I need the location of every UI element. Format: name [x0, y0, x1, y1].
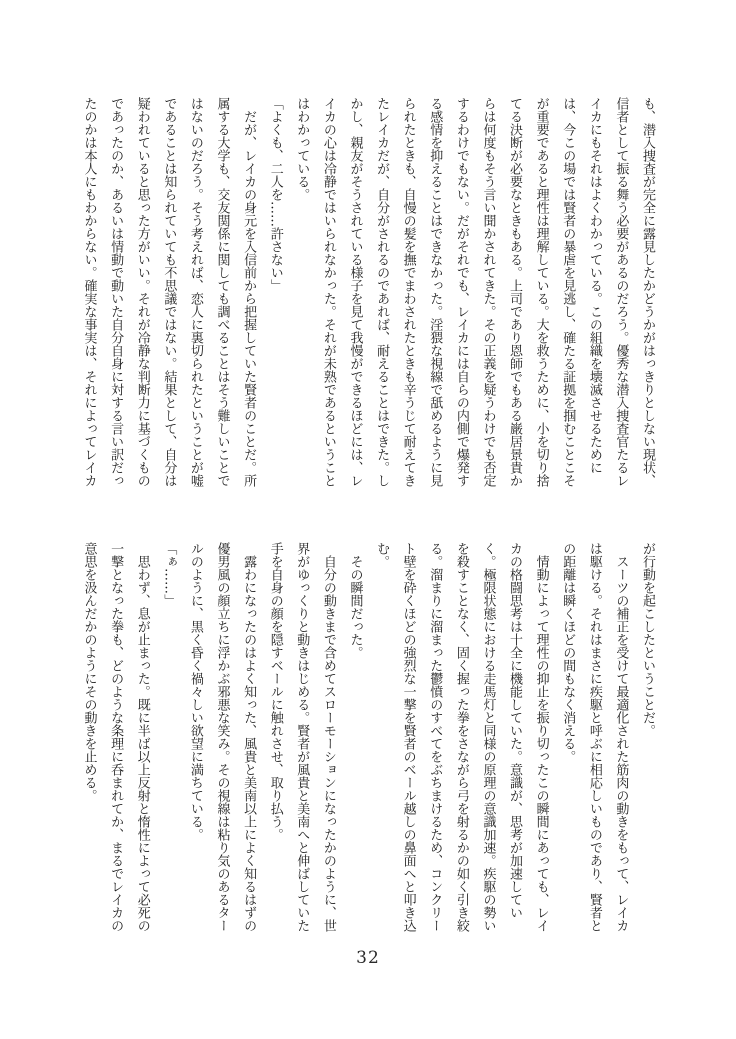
paragraph: その瞬間だった。 [347, 555, 363, 659]
paragraph: スーツの補正を受けて最適化された筋肉の動きをもって、レイカは駆ける。それはまさに疾駆と呼ぶに相応しいものであり、賢者との距離は瞬くほどの間もなく消える。 [560, 542, 629, 932]
paragraph: 自分の動きまで含めてスローモーションになったかのように、世界がゆっくりと動きはじめる。賢者が風貴と美南へと伸ばしていた手を自身の顔を隠すベールに触れさせ、取り払う。 [267, 542, 336, 932]
paragraph: も、潜入捜査が完全に露見したかどうかがはっきりとしない現状、信者として振る舞う必要があるのだろう。優秀な潜入捜査官たるレイカにもそれはよくわかっている。この組織を壊滅させるためには、今この場では賢者の暴虐を見逃し、確たる証拠を掴むことこそが重要であると理性は理解している。大を救うために、小を切り捨てる決断が必要なときもある。上司であり恩師でもある巌居景貴からは何度もそう言い聞かされてきた。その正義を疑うわけでも否定するわけでもない。だがそれでも、レイカには自らの内側で爆発する感情を抑えることはできなかった。淫猥な視線で舐めるように見られたときも、自慢の髪を撫でまわされたときも辛うじて耐えてきたレイカだが、自分がされるのであれば、耐えることはできた。しかし、親友がそうされている様子を見て我慢ができるほどには、レイカの心は冷静ではいられなかった。それが未熟であるということはわかっている。 [294, 97, 655, 487]
paragraph: 「ぁ……」 [161, 542, 177, 607]
paragraph: だが、レイカの身元を入信前から把握していた賢者のことだ。所属する大学も、交友関係に関しても調べることはそう難しいことではないのだろう。そう考えれば、恋人に裏切られたということが嘘であることは知られていても不思議ではない。結果として、自分は疑われていると思った方がいい。それが冷静な判断力に基づくものであったのか、あるいは情動で動いた自分自身に対する言い訳だったのかは本人にもわからない。確実な事実は、それによってレイカ [81, 97, 257, 487]
paragraph: 思わず、息が止まった。既に半ば以上反射と惰性によって必死の一撃となった拳も、どのような条理に呑まれてか、まるでレイカの意思を汲んだかのようにその動きを止める。 [81, 542, 150, 932]
paragraph: 「よくも、二人を……許さない」 [267, 97, 283, 292]
paragraph: 情動によって理性の抑止を振り切ったこの瞬間にあっても、レイカの格闘思考は十全に機能していた。意識が、思考が加速していく。極限状態における走馬灯と同様の原理の意識加速。疾駆の勢いを殺すことなく、固く握った拳をさながら弓を射るかの如く引き絞る。溜まりに溜まった鬱憤のすべてをぶちまけるため、コンクリート壁を砕くほどの強烈な一撃を賢者のベール越しの鼻面へと叩き込む。 [374, 542, 549, 932]
text-block-bottom [72, 542, 660, 935]
page-number: 32 [356, 948, 380, 968]
text-block-top [72, 97, 660, 490]
paragraph: 露わになったのはよく知った、風貴と美南以上によく知るはずの優男風の顔立ちに浮かぶ邪悪な笑み。その視線は粘り気のあるタールのように、黒く昏く禍々しい欲望に満ちている。 [187, 542, 257, 932]
paragraph: が行動を起こしたということだ。 [640, 542, 655, 737]
